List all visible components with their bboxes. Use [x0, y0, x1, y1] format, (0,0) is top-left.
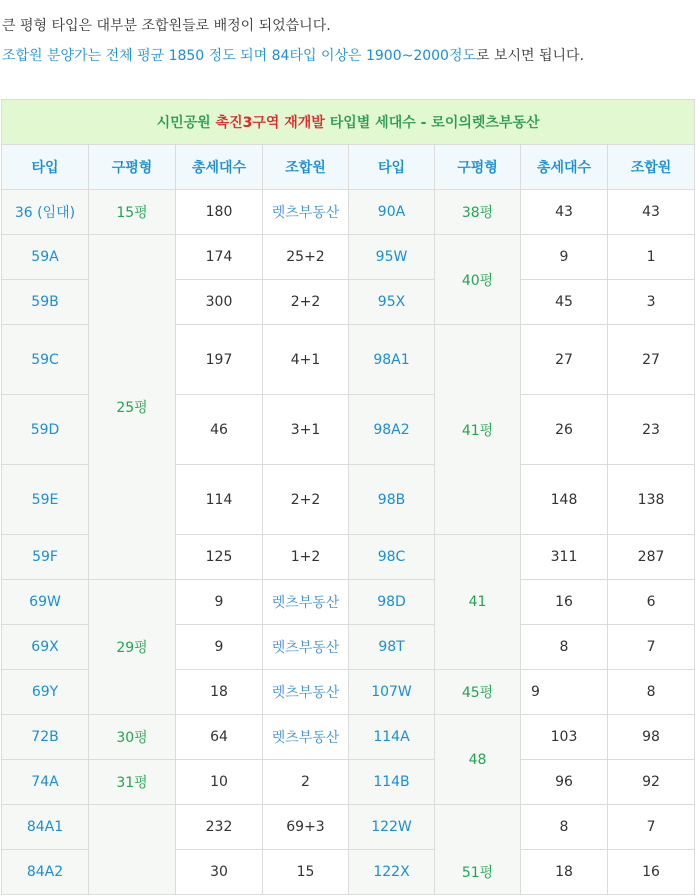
type-cell-right: 114B [349, 760, 435, 805]
total-cell: 232 [176, 805, 263, 850]
member-link[interactable]: 렛츠부동산 [263, 625, 349, 670]
type-cell-right: 98A1 [349, 325, 435, 395]
pyeong-cell-right: 51평 [435, 805, 521, 895]
pyeong-cell: 30평 [89, 715, 176, 760]
member-link[interactable]: 렛츠부동산 [263, 715, 349, 760]
total-cell-right: 8 [521, 805, 608, 850]
total-cell-right: 96 [521, 760, 608, 805]
member-link[interactable]: 렛츠부동산 [263, 580, 349, 625]
member-cell-right: 16 [608, 850, 695, 895]
member-cell-right: 98 [608, 715, 695, 760]
pyeong-cell-right: 45평 [435, 670, 521, 715]
type-cell-right: 98T [349, 625, 435, 670]
header-type: 타입 [2, 145, 89, 190]
type-cell-right: 107W [349, 670, 435, 715]
table-title [2, 100, 695, 145]
member-cell: 2+2 [263, 465, 349, 535]
type-cell-right: 114A [349, 715, 435, 760]
pyeong-cell: 31평 [89, 760, 176, 805]
member-link[interactable]: 렛츠부동산 [263, 670, 349, 715]
header-type-right: 타입 [349, 145, 435, 190]
type-cell: 36 (임대) [2, 190, 89, 235]
type-cell-right: 122W [349, 805, 435, 850]
header-member-right: 조합원 [608, 145, 695, 190]
type-cell-right: 95W [349, 235, 435, 280]
total-cell: 300 [176, 280, 263, 325]
member-cell-right: 6 [608, 580, 695, 625]
type-cell: 59F [2, 535, 89, 580]
member-cell-right: 287 [608, 535, 695, 580]
total-cell-right: 8 [521, 625, 608, 670]
member-cell: 2 [263, 760, 349, 805]
header-total-right: 총세대수 [521, 145, 608, 190]
type-cell-right: 95X [349, 280, 435, 325]
header-total: 총세대수 [176, 145, 263, 190]
total-cell-right: 9 [521, 670, 608, 715]
pyeong-cell [89, 805, 176, 895]
intro-line-2 [2, 46, 692, 66]
total-cell-right: 45 [521, 280, 608, 325]
type-cell-right: 98A2 [349, 395, 435, 465]
total-cell: 174 [176, 235, 263, 280]
type-cell: 74A [2, 760, 89, 805]
total-cell-right: 43 [521, 190, 608, 235]
member-cell-right: 23 [608, 395, 695, 465]
total-cell-right: 18 [521, 850, 608, 895]
header-pyeong-right: 구평형 [435, 145, 521, 190]
member-cell: 25+2 [263, 235, 349, 280]
header-pyeong: 구평형 [89, 145, 176, 190]
table-row [2, 580, 695, 625]
pyeong-cell-right: 41평 [435, 325, 521, 535]
type-cell: 59D [2, 395, 89, 465]
table-title-part1: 시민공원 [156, 115, 216, 131]
total-cell: 30 [176, 850, 263, 895]
member-cell-right: 138 [608, 465, 695, 535]
intro-line-2-highlight: 조합원 분양가는 전체 평균 1850 정도 되며 84타입 이상은 1900~2000정도 [2, 48, 477, 64]
total-cell-right: 103 [521, 715, 608, 760]
total-cell: 9 [176, 625, 263, 670]
table-row [2, 760, 695, 805]
type-cell-right: 98B [349, 465, 435, 535]
member-cell-right: 3 [608, 280, 695, 325]
type-cell: 59C [2, 325, 89, 395]
member-cell-right: 7 [608, 805, 695, 850]
member-cell: 4+1 [263, 325, 349, 395]
total-cell: 64 [176, 715, 263, 760]
table-title-part2: 촉진3구역 재개발 [215, 115, 325, 131]
total-cell: 10 [176, 760, 263, 805]
pyeong-cell-right: 41 [435, 535, 521, 670]
pyeong-cell-right: 40평 [435, 235, 521, 325]
pyeong-cell: 15평 [89, 190, 176, 235]
intro-line-2-tail: 로 보시면 됩니다. [476, 48, 585, 64]
total-cell: 18 [176, 670, 263, 715]
member-cell: 15 [263, 850, 349, 895]
total-cell: 180 [176, 190, 263, 235]
member-cell: 1+2 [263, 535, 349, 580]
total-cell-right: 148 [521, 465, 608, 535]
total-cell-right: 16 [521, 580, 608, 625]
member-cell: 3+1 [263, 395, 349, 465]
type-cell: 69Y [2, 670, 89, 715]
type-cell: 59E [2, 465, 89, 535]
intro-text [2, 16, 692, 66]
table-header-row [2, 145, 695, 190]
total-cell: 46 [176, 395, 263, 465]
table-title-part3: 타입별 세대수 - 로이의렛츠부동산 [324, 115, 540, 131]
total-cell: 197 [176, 325, 263, 395]
table-row [2, 715, 695, 760]
type-cell: 72B [2, 715, 89, 760]
type-cell-right: 90A [349, 190, 435, 235]
pyeong-cell: 25평 [89, 235, 176, 580]
type-cell-right: 98D [349, 580, 435, 625]
total-cell: 114 [176, 465, 263, 535]
table-row [2, 805, 695, 850]
total-cell-right: 311 [521, 535, 608, 580]
table-row [2, 235, 695, 280]
total-cell: 125 [176, 535, 263, 580]
member-cell-right: 43 [608, 190, 695, 235]
unit-type-table [1, 99, 695, 895]
type-cell: 59A [2, 235, 89, 280]
type-cell: 84A2 [2, 850, 89, 895]
member-cell-right: 27 [608, 325, 695, 395]
total-cell-right: 9 [521, 235, 608, 280]
member-cell-right: 7 [608, 625, 695, 670]
type-cell-right: 98C [349, 535, 435, 580]
total-cell-right: 27 [521, 325, 608, 395]
member-cell-right: 1 [608, 235, 695, 280]
header-member: 조합원 [263, 145, 349, 190]
pyeong-cell-right: 48 [435, 715, 521, 805]
total-cell: 9 [176, 580, 263, 625]
type-cell: 84A1 [2, 805, 89, 850]
table-row [2, 190, 695, 235]
member-link[interactable]: 렛츠부동산 [263, 190, 349, 235]
total-cell-right: 26 [521, 395, 608, 465]
pyeong-cell: 29평 [89, 580, 176, 715]
type-cell: 69W [2, 580, 89, 625]
member-cell-right: 92 [608, 760, 695, 805]
type-cell: 59B [2, 280, 89, 325]
member-cell: 69+3 [263, 805, 349, 850]
pyeong-cell-right: 38평 [435, 190, 521, 235]
member-cell: 2+2 [263, 280, 349, 325]
member-cell-right: 8 [608, 670, 695, 715]
intro-line-1: 큰 평형 타입은 대부분 조합원들로 배정이 되었씁니다. [2, 18, 331, 34]
type-cell: 69X [2, 625, 89, 670]
type-cell-right: 122X [349, 850, 435, 895]
